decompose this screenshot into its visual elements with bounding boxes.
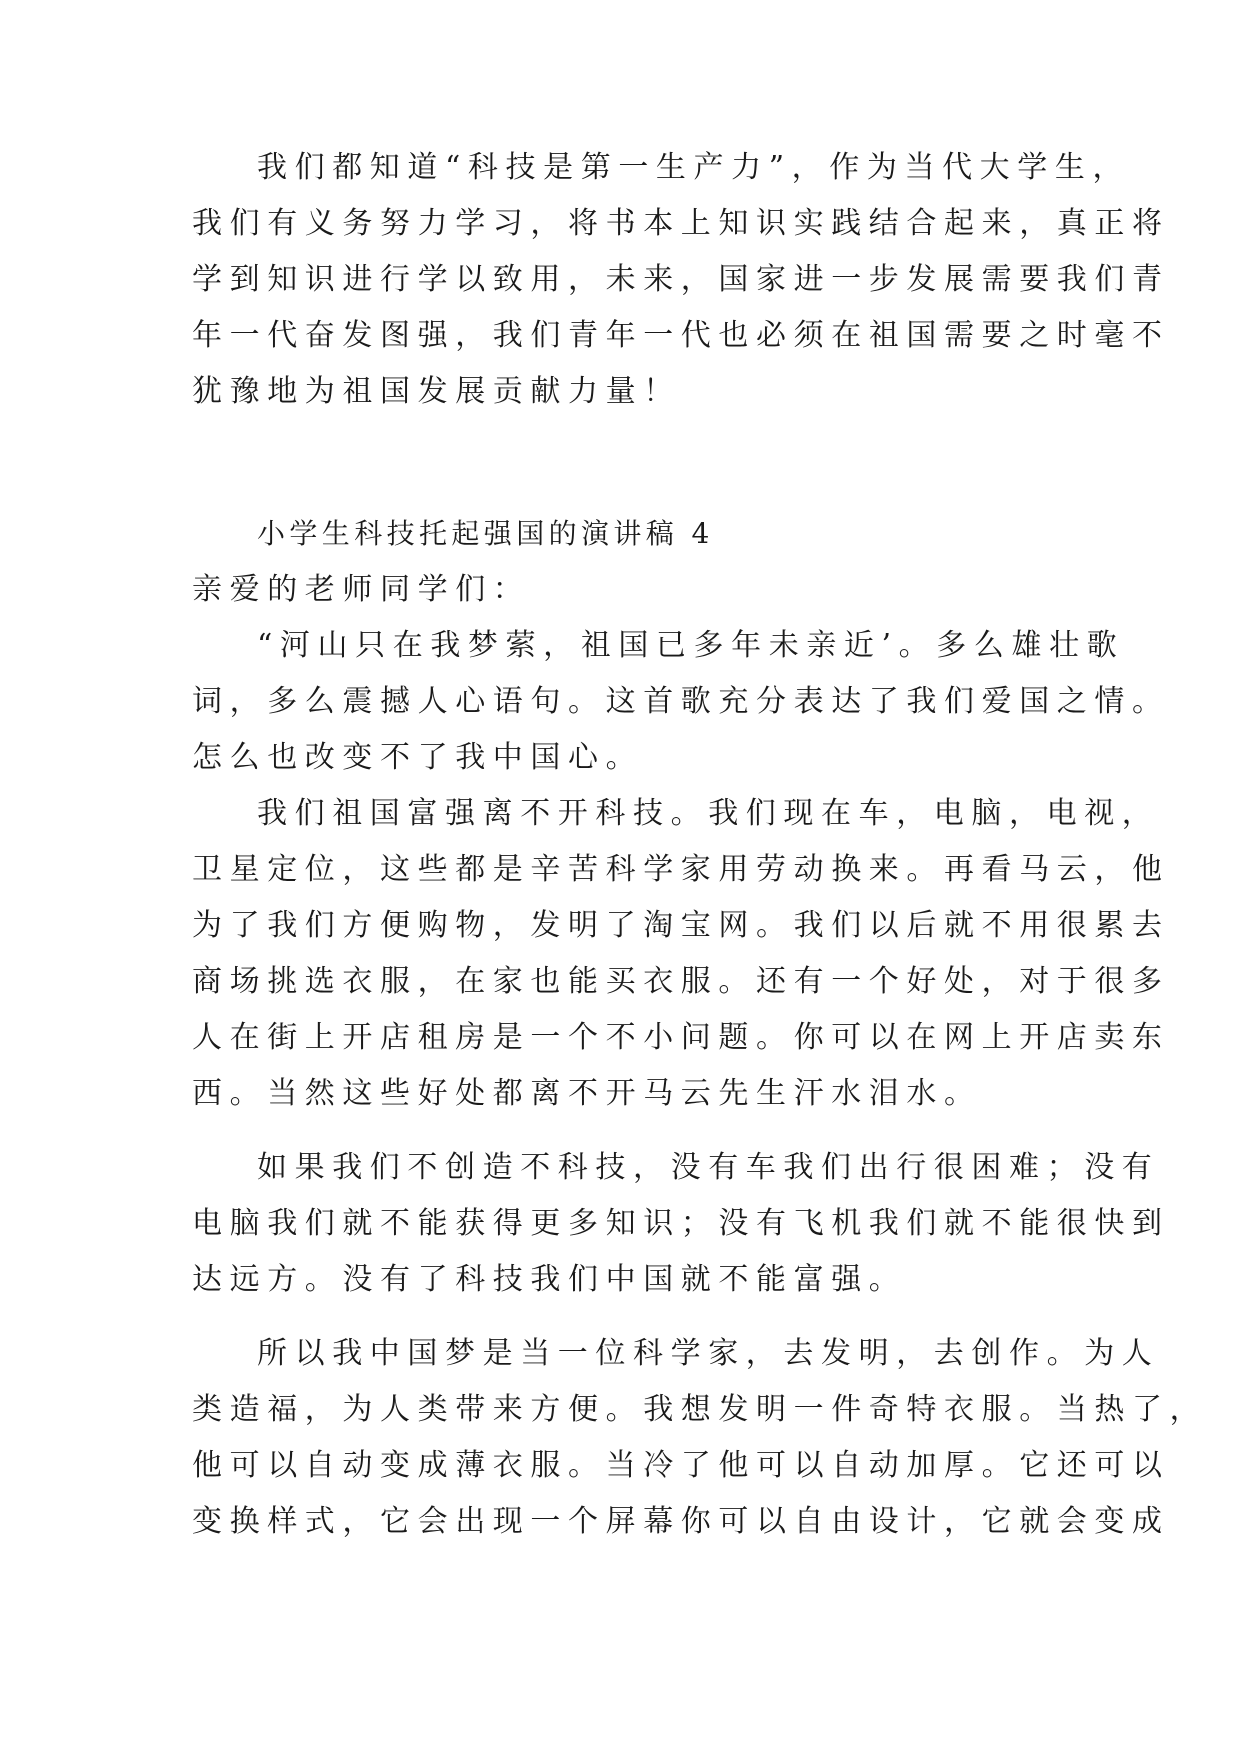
paragraph-line: 所以我中国梦是当一位科学家，去发明，去创作。为人 [257, 1336, 1160, 1371]
section-title: 小学生科技托起强国的演讲稿 4 [257, 517, 714, 550]
paragraph-line: 如果我们不创造不科技，没有车我们出行很困难；没有 [257, 1150, 1160, 1185]
paragraph-line: 我们有义务努力学习，将书本上知识实践结合起来，真正将 [192, 206, 1170, 241]
paragraph-line: 人在街上开店租房是一个不小问题。你可以在网上开店卖东 [192, 1020, 1170, 1055]
paragraph-line: 学到知识进行学以致用，未来，国家进一步发展需要我们青 [192, 262, 1170, 297]
paragraph-line: 他可以自动变成薄衣服。当冷了他可以自动加厚。它还可以 [192, 1448, 1170, 1483]
paragraph-line: 类造福，为人类带来方便。我想发明一件奇特衣服。当热了， [192, 1392, 1208, 1427]
paragraph-line: 词，多么震撼人心语句。这首歌充分表达了我们爱国之情。 [192, 684, 1170, 719]
paragraph-line: 西。当然这些好处都离不开马云先生汗水泪水。 [192, 1076, 982, 1111]
paragraph-line: 我们都知道“科技是第一生产力”，作为当代大学生， [257, 150, 1131, 185]
paragraph-line: 卫星定位，这些都是辛苦科学家用劳动换来。再看马云，他 [192, 852, 1170, 887]
paragraph-line: 年一代奋发图强，我们青年一代也必须在祖国需要之时毫不 [192, 318, 1170, 353]
paragraph-line: “河山只在我梦萦，祖国已多年未亲近’。多么雄壮歌 [257, 628, 1125, 663]
paragraph-line: 达远方。没有了科技我们中国就不能富强。 [192, 1262, 907, 1297]
paragraph-line: 我们祖国富强离不开科技。我们现在车，电脑，电视， [257, 796, 1160, 831]
paragraph-line: 为了我们方便购物，发明了淘宝网。我们以后就不用很累去 [192, 908, 1170, 943]
paragraph-line: 商场挑选衣服，在家也能买衣服。还有一个好处，对于很多 [192, 964, 1170, 999]
paragraph-line: 犹豫地为祖国发展贡献力量！ [192, 374, 681, 409]
salutation: 亲爱的老师同学们： [192, 572, 531, 607]
paragraph-line: 电脑我们就不能获得更多知识；没有飞机我们就不能很快到 [192, 1206, 1170, 1241]
paragraph-line: 怎么也改变不了我中国心。 [192, 740, 644, 775]
paragraph-line: 变换样式，它会出现一个屏幕你可以自由设计，它就会变成 [192, 1504, 1170, 1539]
